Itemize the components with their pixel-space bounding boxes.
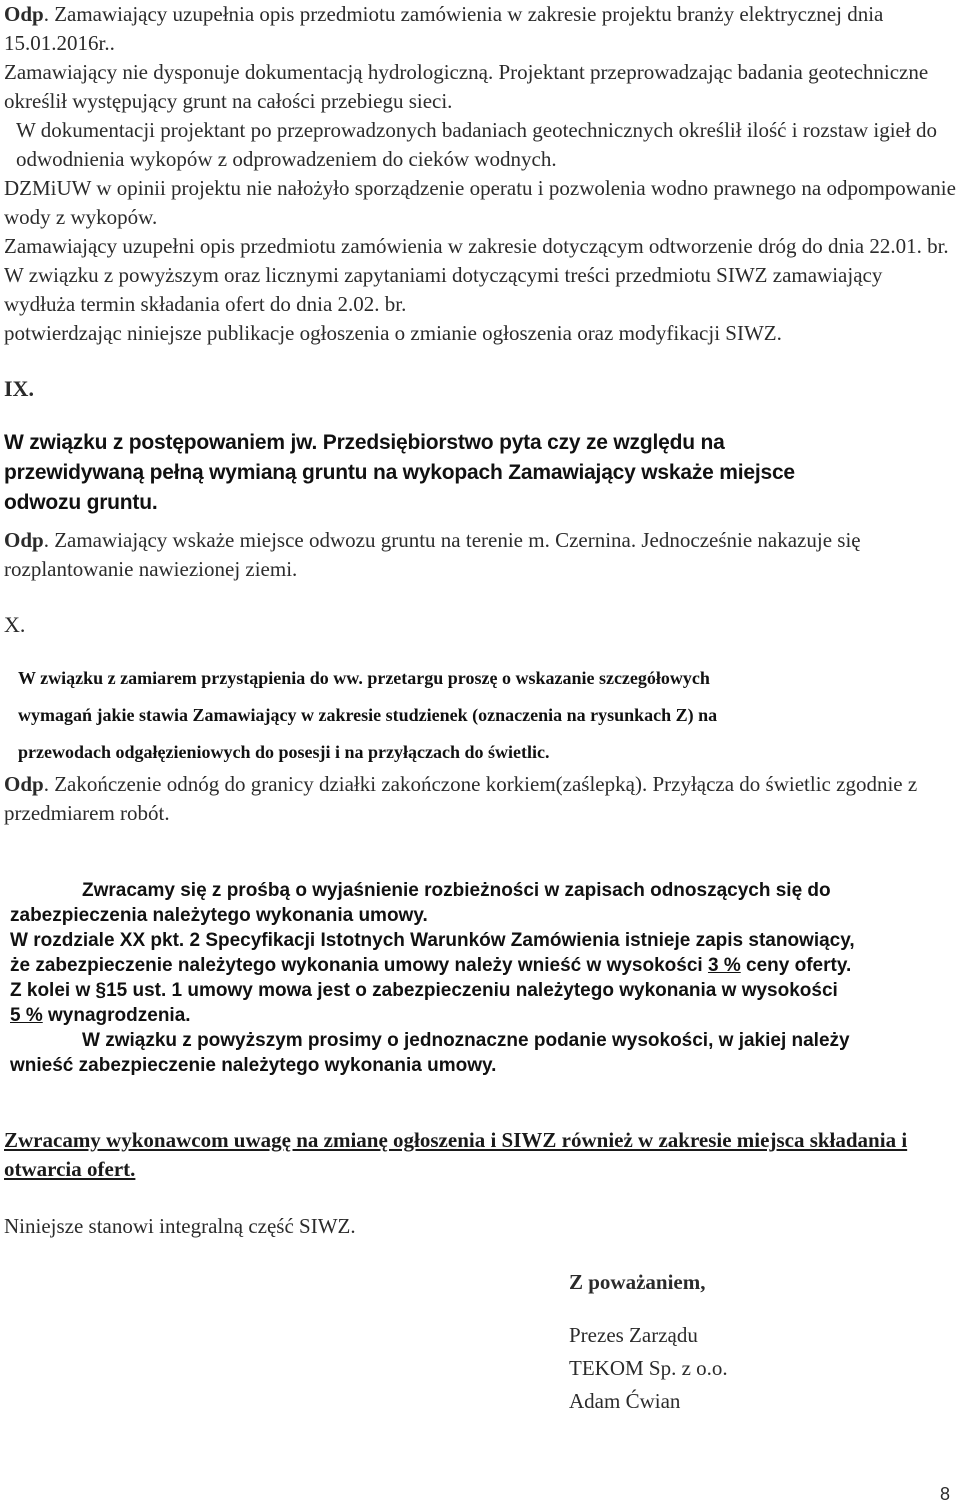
section-numeral-x: X. bbox=[4, 612, 26, 637]
question-line: zabezpieczenia należytego wykonania umowy. bbox=[10, 905, 428, 926]
odp-label: Odp bbox=[4, 2, 44, 26]
answer-text: . Zamawiający uzupełnia opis przedmiotu zamówienia w zakresie projektu branży elektrycznej dnia 15.01.2016r.. bbox=[4, 2, 884, 55]
notice-underlined: Zwracamy wykonawcom uwagę na zmianę ogłoszenia i SIWZ również w zakresie miejsca składania i otwarcia ofert. bbox=[4, 1128, 908, 1181]
paragraph-publication: potwierdzając niniejsze publikacje ogłoszenia o zmianie ogłoszenia oraz modyfikacji SIWZ. bbox=[4, 321, 782, 345]
answer-text: . Zamawiający wskaże miejsce odwozu gruntu na terenie m. Czernina. Jednocześnie nakazuje się rozplantowanie nawiezionej ziemi. bbox=[4, 528, 861, 581]
paragraph-dzmiuw: DZMiUW w opinii projektu nie nałożyło sporządzenie operatu i pozwolenia wodno prawnego na odpompowanie wody z wykopów. bbox=[4, 176, 956, 229]
answer-x bbox=[4, 770, 956, 828]
question-text: ceny oferty. bbox=[740, 955, 852, 976]
section-numeral-ix: IX. bbox=[4, 376, 34, 401]
signature-name: Adam Ćwian bbox=[569, 1389, 681, 1413]
odp-label: Odp bbox=[4, 528, 44, 552]
scanned-question-guarantee bbox=[10, 878, 956, 1078]
question-line: Z kolei w §15 ust. 1 umowy mowa jest o zabezpieczeniu należytego wykonania w wysokości bbox=[10, 980, 838, 1001]
question-line: W rozdziale XX pkt. 2 Specyfikacji Istotnych Warunków Zamówienia istnieje zapis stanowiący, bbox=[10, 930, 855, 951]
question-line bbox=[10, 1003, 956, 1028]
scanned-question-ix bbox=[4, 428, 956, 518]
question-text: wynagrodzenia. bbox=[42, 1005, 191, 1026]
answer-ix bbox=[4, 526, 956, 584]
question-line: W związku z zamiarem przystąpienia do ww. przetargu proszę o wskazanie szczegółowych bbox=[18, 668, 710, 688]
paragraph-roads-deadline: Zamawiający uzupełni opis przedmiotu zamówienia w zakresie dotyczącym odtworzenie dróg do dnia 22.01. br. W związku z powyższym oraz licznymi zapytaniami dotyczącymi treści przedmiotu SIWZ zamawiający wydłuża termin składania ofert do dnia 2.02. br. bbox=[4, 234, 949, 316]
signature-role: Prezes Zarządu bbox=[569, 1323, 698, 1347]
question-line: przewidywaną pełną wymianą gruntu na wykopach Zamawiający wskaże miejsce bbox=[4, 461, 795, 484]
question-line: odwozu gruntu. bbox=[4, 491, 158, 514]
question-line: przewodach odgałęzieniowych do posesji i na przyłączach do świetlic. bbox=[18, 742, 550, 762]
underlined-percent: 5 % bbox=[10, 1005, 43, 1026]
odp-label: Odp bbox=[4, 772, 44, 796]
question-line: wymagań jakie stawia Zamawiający w zakresie studzienek (oznaczenia na rysunkach Z) na bbox=[18, 705, 718, 725]
page-number: 8 bbox=[939, 1484, 950, 1504]
scanned-question-x bbox=[18, 660, 956, 771]
integral-statement: Niniejsze stanowi integralną część SIWZ. bbox=[4, 1214, 356, 1238]
question-text: że zabezpieczenie należytego wykonania umowy należy wnieść w wysokości bbox=[10, 955, 708, 976]
paragraph-answer-intro bbox=[4, 0, 956, 58]
question-line: Zwracamy się z prośbą o wyjaśnienie rozbieżności w zapisach odnoszących się do bbox=[82, 880, 831, 901]
question-line: W związku z postępowaniem jw. Przedsiębiorstwo pyta czy ze względu na bbox=[4, 431, 725, 454]
question-line: W związku z powyższym prosimy o jednoznaczne podanie wysokości, w jakiej należy bbox=[82, 1030, 850, 1051]
underlined-percent: 3 % bbox=[707, 955, 741, 976]
question-line bbox=[10, 953, 956, 978]
paragraph-hydrology: Zamawiający nie dysponuje dokumentacją hydrologiczną. Projektant przeprowadzając badania geotechniczne określił występujący grunt na całości przebiegu sieci. bbox=[4, 60, 929, 113]
signature-greeting: Z poważaniem, bbox=[569, 1270, 706, 1294]
paragraph-geotechnical: W dokumentacji projektant po przeprowadzonych badaniach geotechnicznych określił ilość i rozstaw igieł do odwodnienia wykopów z odprowadzeniem do cieków wodnych. bbox=[16, 118, 937, 171]
answer-text: . Zakończenie odnóg do granicy działki zakończone korkiem(zaślepką). Przyłącza do świetlic zgodnie z przedmiarem robót. bbox=[4, 772, 918, 825]
question-line: wnieść zabezpieczenie należytego wykonania umowy. bbox=[10, 1055, 497, 1076]
signature-company: TEKOM Sp. z o.o. bbox=[569, 1356, 728, 1380]
